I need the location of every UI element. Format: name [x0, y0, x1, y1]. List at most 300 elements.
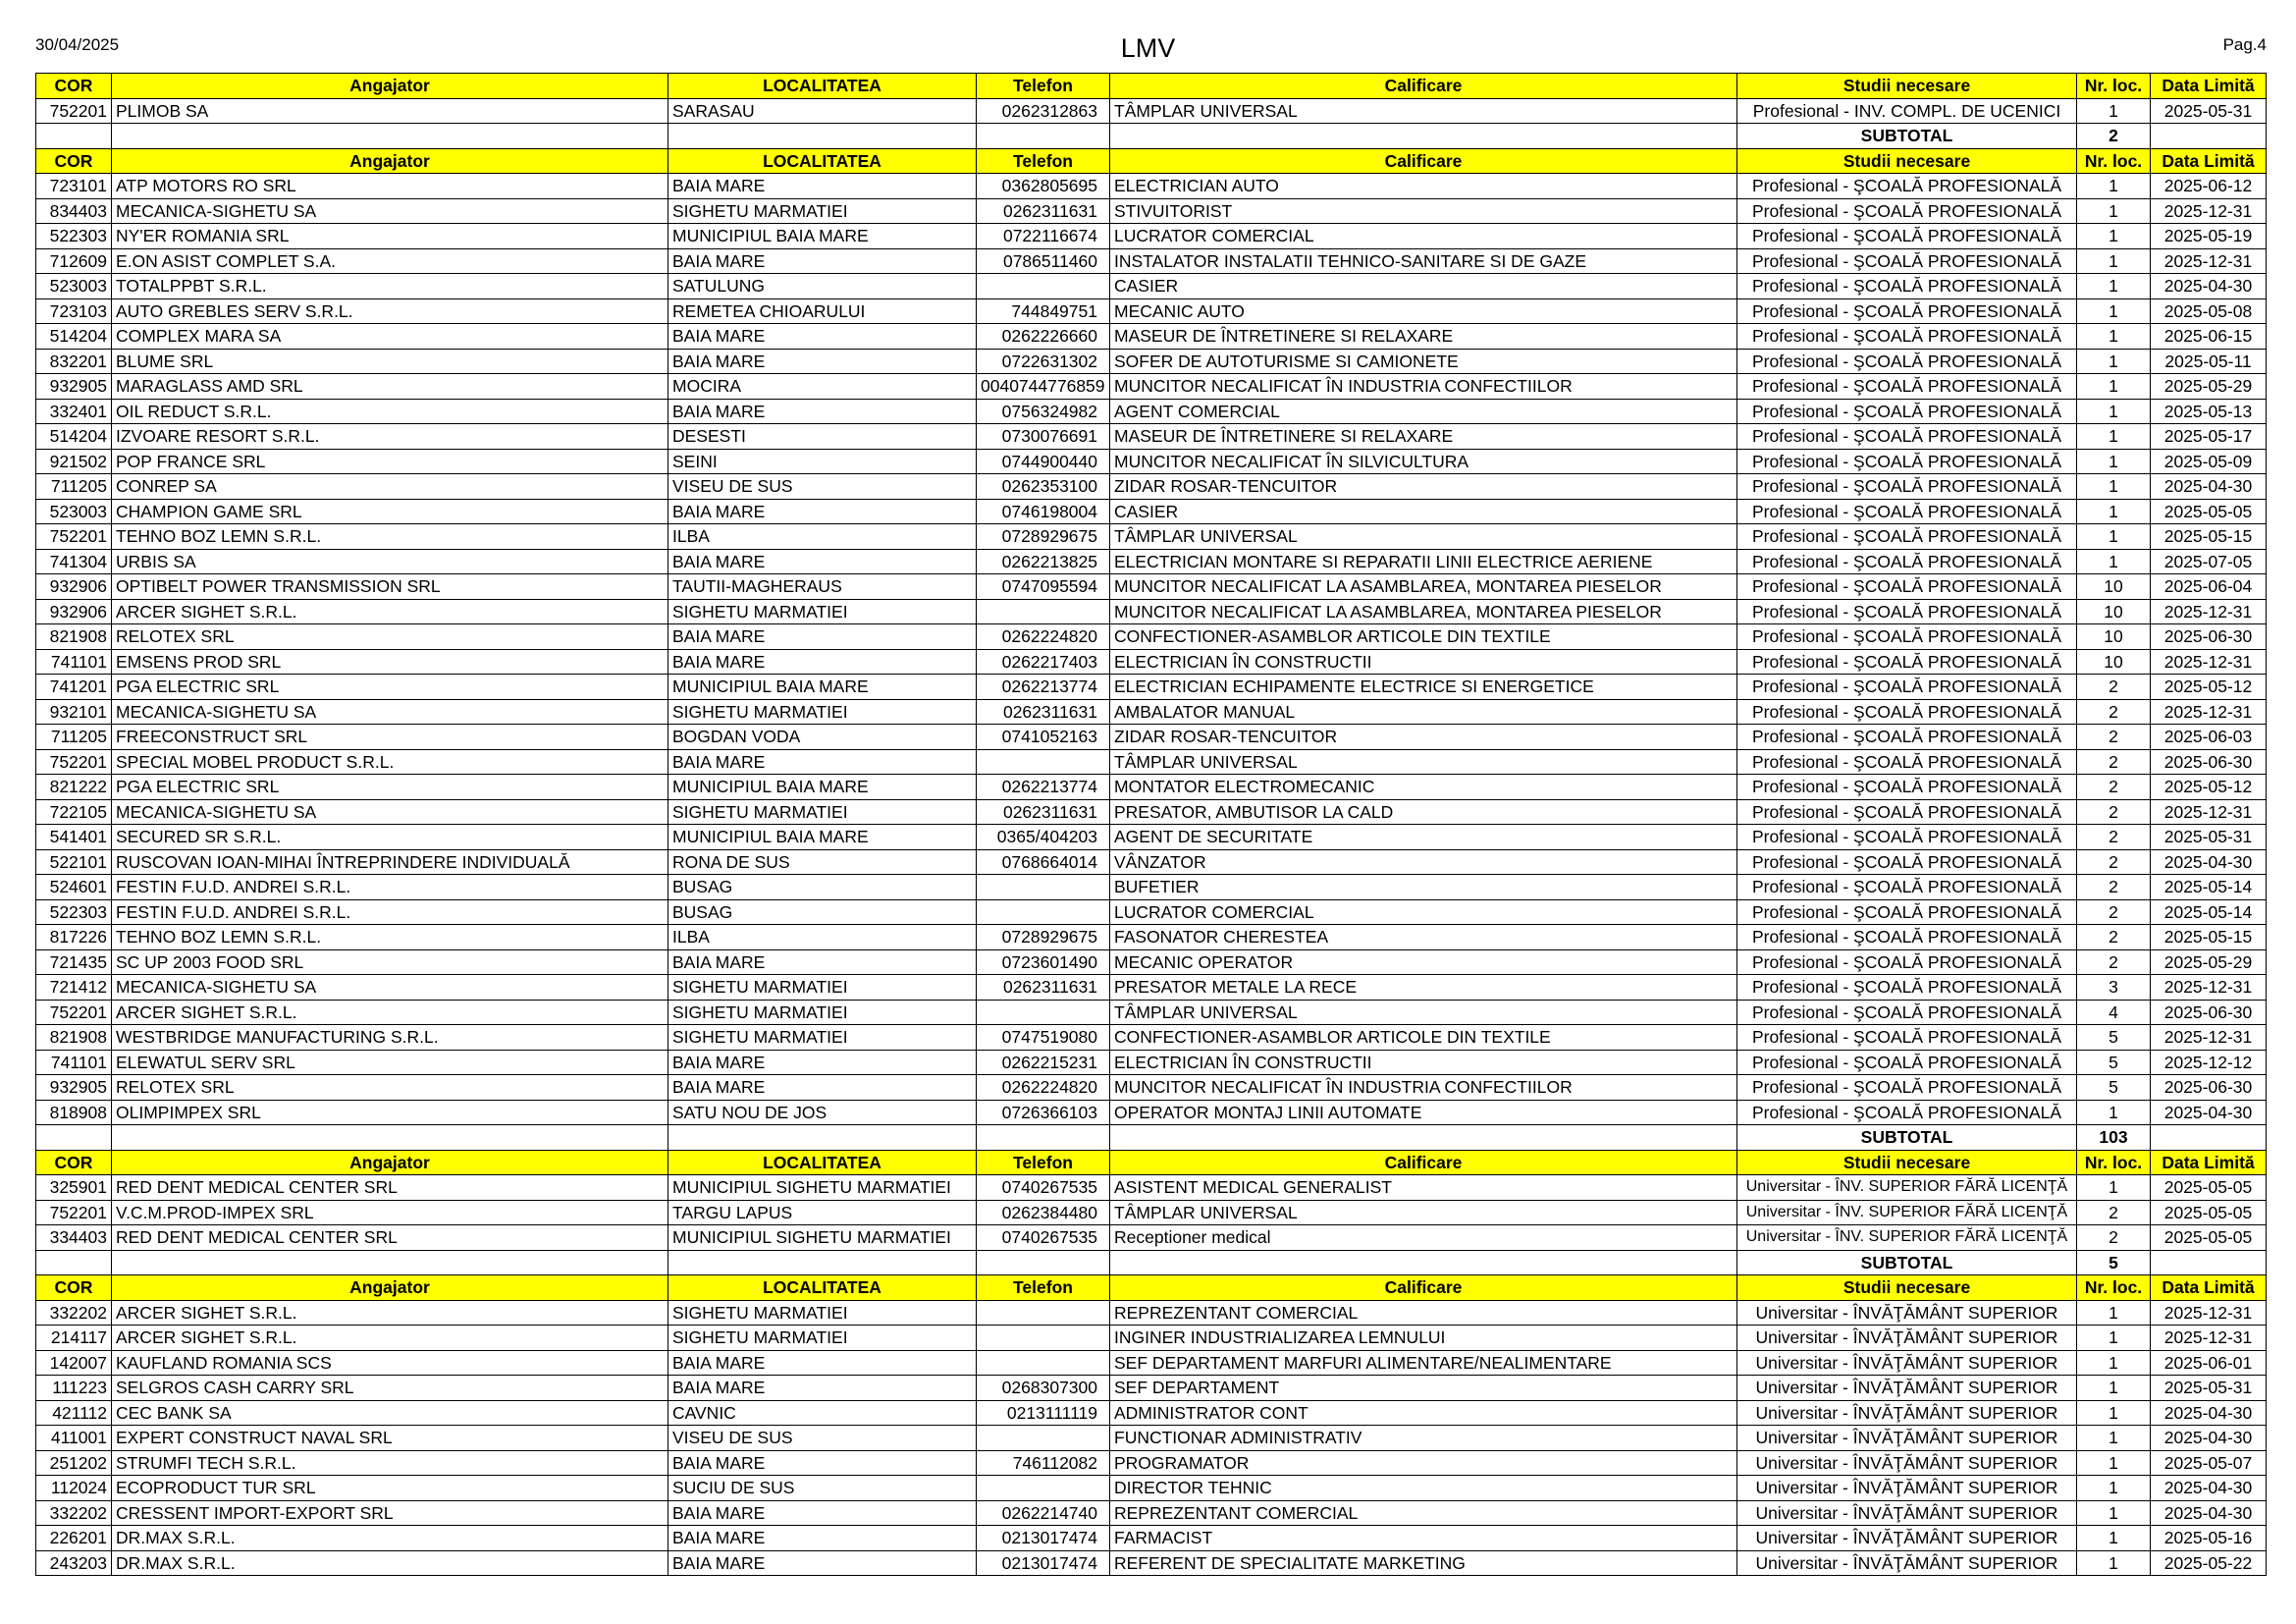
cell-nr-loc: 2 — [2077, 799, 2151, 825]
cell-angajator: ARCER SIGHET S.R.L. — [112, 1000, 668, 1025]
cell-telefon: 0262312863 — [977, 98, 1110, 124]
cell-studii: Profesional - ŞCOALĂ PROFESIONALĂ — [1737, 274, 2077, 299]
column-header-row — [36, 148, 2267, 174]
cell-cor: 712609 — [36, 248, 112, 274]
cell-telefon: 0365/404203 — [977, 825, 1110, 850]
cell-studii: Profesional - ŞCOALĂ PROFESIONALĂ — [1737, 599, 2077, 624]
table-row — [36, 324, 2267, 350]
cell-calificare: CONFECTIONER-ASAMBLOR ARTICOLE DIN TEXTILE — [1110, 1025, 1737, 1051]
cell-localitatea: SEINI — [668, 449, 977, 474]
cell-localitatea: BAIA MARE — [668, 549, 977, 574]
column-header-data-limita: Data Limită — [2151, 1150, 2267, 1175]
column-header-nr-loc: Nr. loc. — [2077, 1275, 2151, 1301]
cell-angajator: CONREP SA — [112, 474, 668, 500]
cell-data-limita: 2025-04-30 — [2151, 849, 2267, 875]
cell-angajator: RELOTEX SRL — [112, 1075, 668, 1101]
cell-nr-loc: 1 — [2077, 248, 2151, 274]
subtotal-label: SUBTOTAL — [1737, 124, 2077, 149]
cell-nr-loc: 1 — [2077, 524, 2151, 550]
cell-data-limita: 2025-12-31 — [2151, 649, 2267, 675]
cell-studii: Universitar - ÎNV. SUPERIOR FĂRĂ LICENŢĂ — [1737, 1175, 2077, 1201]
cell-calificare: TÂMPLAR UNIVERSAL — [1110, 98, 1737, 124]
cell-localitatea: SUCIU DE SUS — [668, 1476, 977, 1501]
cell-telefon: 0262224820 — [977, 624, 1110, 650]
table-row — [36, 599, 2267, 624]
cell-telefon: 0262224820 — [977, 1075, 1110, 1101]
cell-localitatea: CAVNIC — [668, 1400, 977, 1426]
cell-data-limita: 2025-04-30 — [2151, 274, 2267, 299]
cell-data-limita: 2025-05-22 — [2151, 1550, 2267, 1576]
cell-studii: Profesional - ŞCOALĂ PROFESIONALĂ — [1737, 1100, 2077, 1125]
empty-cell — [1110, 1125, 1737, 1151]
cell-angajator: COMPLEX MARA SA — [112, 324, 668, 350]
cell-cor: 722105 — [36, 799, 112, 825]
column-header-nr-loc: Nr. loc. — [2077, 148, 2151, 174]
cell-studii: Profesional - ŞCOALĂ PROFESIONALĂ — [1737, 1050, 2077, 1075]
table-row — [36, 1476, 2267, 1501]
cell-telefon: 0740267535 — [977, 1225, 1110, 1251]
table-row — [36, 825, 2267, 850]
cell-telefon: 0262213825 — [977, 549, 1110, 574]
cell-angajator: SELGROS CASH CARRY SRL — [112, 1376, 668, 1401]
cell-localitatea: BAIA MARE — [668, 749, 977, 775]
cell-calificare: LUCRATOR COMERCIAL — [1110, 899, 1737, 925]
cell-localitatea: ILBA — [668, 925, 977, 950]
cell-calificare: MECANIC AUTO — [1110, 298, 1737, 324]
cell-cor: 821908 — [36, 1025, 112, 1051]
cell-localitatea: BAIA MARE — [668, 1050, 977, 1075]
cell-localitatea: BAIA MARE — [668, 248, 977, 274]
cell-calificare: Receptioner medical — [1110, 1225, 1737, 1251]
cell-angajator: WESTBRIDGE MANUFACTURING S.R.L. — [112, 1025, 668, 1051]
cell-data-limita: 2025-06-01 — [2151, 1350, 2267, 1376]
cell-data-limita: 2025-05-15 — [2151, 925, 2267, 950]
cell-cor: 334403 — [36, 1225, 112, 1251]
column-header-studii: Studii necesare — [1737, 74, 2077, 99]
cell-angajator: FESTIN F.U.D. ANDREI S.R.L. — [112, 899, 668, 925]
cell-telefon: 746112082 — [977, 1450, 1110, 1476]
cell-angajator: RED DENT MEDICAL CENTER SRL — [112, 1225, 668, 1251]
table-row — [36, 624, 2267, 650]
table-row — [36, 174, 2267, 199]
cell-nr-loc: 5 — [2077, 1025, 2151, 1051]
cell-localitatea: BAIA MARE — [668, 399, 977, 424]
cell-localitatea: BAIA MARE — [668, 1075, 977, 1101]
cell-calificare: MONTATOR ELECTROMECANIC — [1110, 775, 1737, 800]
cell-calificare: ZIDAR ROSAR-TENCUITOR — [1110, 474, 1737, 500]
cell-cor: 332401 — [36, 399, 112, 424]
cell-data-limita: 2025-06-12 — [2151, 174, 2267, 199]
cell-localitatea: BAIA MARE — [668, 499, 977, 524]
cell-localitatea: SARASAU — [668, 98, 977, 124]
cell-studii: Profesional - ŞCOALĂ PROFESIONALĂ — [1737, 875, 2077, 900]
cell-cor: 332202 — [36, 1500, 112, 1526]
cell-angajator: ARCER SIGHET S.R.L. — [112, 1300, 668, 1326]
cell-nr-loc: 1 — [2077, 424, 2151, 450]
cell-calificare: MASEUR DE ÎNTRETINERE SI RELAXARE — [1110, 324, 1737, 350]
cell-telefon — [977, 1350, 1110, 1376]
cell-telefon: 0262311631 — [977, 198, 1110, 224]
cell-telefon: 0213017474 — [977, 1526, 1110, 1551]
table-row — [36, 274, 2267, 299]
cell-studii: Profesional - ŞCOALĂ PROFESIONALĂ — [1737, 799, 2077, 825]
cell-data-limita: 2025-05-05 — [2151, 1200, 2267, 1225]
cell-calificare: TÂMPLAR UNIVERSAL — [1110, 1200, 1737, 1225]
cell-calificare: ELECTRICIAN AUTO — [1110, 174, 1737, 199]
cell-cor: 721435 — [36, 949, 112, 975]
table-row — [36, 1450, 2267, 1476]
cell-cor: 752201 — [36, 1200, 112, 1225]
cell-localitatea: SIGHETU MARMATIEI — [668, 699, 977, 725]
cell-telefon: 0726366103 — [977, 1100, 1110, 1125]
cell-angajator: MECANICA-SIGHETU SA — [112, 699, 668, 725]
cell-angajator: PGA ELECTRIC SRL — [112, 675, 668, 700]
cell-cor: 723103 — [36, 298, 112, 324]
column-header-nr-loc: Nr. loc. — [2077, 1150, 2151, 1175]
table-row — [36, 198, 2267, 224]
cell-data-limita: 2025-04-30 — [2151, 1400, 2267, 1426]
cell-nr-loc: 1 — [2077, 274, 2151, 299]
table-row — [36, 799, 2267, 825]
cell-angajator: DR.MAX S.R.L. — [112, 1550, 668, 1576]
cell-nr-loc: 2 — [2077, 825, 2151, 850]
cell-nr-loc: 1 — [2077, 499, 2151, 524]
cell-angajator: RELOTEX SRL — [112, 624, 668, 650]
cell-data-limita: 2025-05-31 — [2151, 1376, 2267, 1401]
cell-calificare: ZIDAR ROSAR-TENCUITOR — [1110, 725, 1737, 750]
cell-studii: Profesional - ŞCOALĂ PROFESIONALĂ — [1737, 224, 2077, 249]
column-header-studii: Studii necesare — [1737, 1275, 2077, 1301]
cell-cor: 514204 — [36, 324, 112, 350]
cell-calificare: REPREZENTANT COMERCIAL — [1110, 1300, 1737, 1326]
cell-localitatea: SATU NOU DE JOS — [668, 1100, 977, 1125]
cell-data-limita: 2025-05-17 — [2151, 424, 2267, 450]
subtotal-label: SUBTOTAL — [1737, 1250, 2077, 1275]
cell-data-limita: 2025-12-31 — [2151, 699, 2267, 725]
empty-cell — [977, 1250, 1110, 1275]
empty-cell — [977, 124, 1110, 149]
cell-telefon: 0262311631 — [977, 699, 1110, 725]
cell-calificare: SEF DEPARTAMENT MARFURI ALIMENTARE/NEALIMENTARE — [1110, 1350, 1737, 1376]
table-row — [36, 224, 2267, 249]
cell-angajator: CHAMPION GAME SRL — [112, 499, 668, 524]
cell-cor: 832201 — [36, 349, 112, 374]
cell-nr-loc: 1 — [2077, 1526, 2151, 1551]
empty-cell — [36, 1125, 112, 1151]
cell-telefon: 0262213774 — [977, 675, 1110, 700]
cell-nr-loc: 2 — [2077, 1200, 2151, 1225]
column-header-angajator: Angajator — [112, 1275, 668, 1301]
cell-nr-loc: 2 — [2077, 725, 2151, 750]
cell-nr-loc: 1 — [2077, 1450, 2151, 1476]
cell-studii: Profesional - ŞCOALĂ PROFESIONALĂ — [1737, 1075, 2077, 1101]
cell-data-limita: 2025-05-29 — [2151, 949, 2267, 975]
column-header-telefon: Telefon — [977, 74, 1110, 99]
table-row — [36, 549, 2267, 574]
cell-cor: 524601 — [36, 875, 112, 900]
table-row — [36, 298, 2267, 324]
cell-data-limita: 2025-12-31 — [2151, 799, 2267, 825]
cell-localitatea: BUSAG — [668, 875, 977, 900]
subtotal-value: 2 — [2077, 124, 2151, 149]
report-date: 30/04/2025 — [35, 35, 120, 54]
cell-studii: Profesional - ŞCOALĂ PROFESIONALĂ — [1737, 198, 2077, 224]
cell-telefon: 0722116674 — [977, 224, 1110, 249]
cell-localitatea: MUNICIPIUL BAIA MARE — [668, 224, 977, 249]
cell-cor: 741304 — [36, 549, 112, 574]
cell-studii: Profesional - ŞCOALĂ PROFESIONALĂ — [1737, 449, 2077, 474]
cell-cor: 834403 — [36, 198, 112, 224]
cell-nr-loc: 1 — [2077, 399, 2151, 424]
cell-calificare: FASONATOR CHERESTEA — [1110, 925, 1737, 950]
cell-data-limita: 2025-12-31 — [2151, 599, 2267, 624]
cell-telefon: 0040744776859 — [977, 374, 1110, 400]
cell-localitatea: BAIA MARE — [668, 1500, 977, 1526]
cell-telefon: 0730076691 — [977, 424, 1110, 450]
cell-studii: Universitar - ÎNVĂŢĂMÂNT SUPERIOR — [1737, 1476, 2077, 1501]
cell-studii: Profesional - ŞCOALĂ PROFESIONALĂ — [1737, 549, 2077, 574]
cell-calificare: ASISTENT MEDICAL GENERALIST — [1110, 1175, 1737, 1201]
cell-telefon: 0262215231 — [977, 1050, 1110, 1075]
cell-cor: 112024 — [36, 1476, 112, 1501]
cell-calificare: CONFECTIONER-ASAMBLOR ARTICOLE DIN TEXTILE — [1110, 624, 1737, 650]
cell-localitatea: BAIA MARE — [668, 624, 977, 650]
cell-angajator: AUTO GREBLES SERV S.R.L. — [112, 298, 668, 324]
table-row — [36, 675, 2267, 700]
cell-localitatea: BAIA MARE — [668, 1376, 977, 1401]
cell-nr-loc: 2 — [2077, 775, 2151, 800]
cell-telefon — [977, 899, 1110, 925]
cell-calificare: MECANIC OPERATOR — [1110, 949, 1737, 975]
cell-nr-loc: 2 — [2077, 849, 2151, 875]
cell-data-limita: 2025-05-05 — [2151, 1175, 2267, 1201]
empty-cell — [112, 124, 668, 149]
cell-cor: 411001 — [36, 1426, 112, 1451]
cell-studii: Profesional - ŞCOALĂ PROFESIONALĂ — [1737, 675, 2077, 700]
cell-cor: 752201 — [36, 1000, 112, 1025]
cell-nr-loc: 1 — [2077, 1100, 2151, 1125]
table-row — [36, 1200, 2267, 1225]
cell-angajator: V.C.M.PROD-IMPEX SRL — [112, 1200, 668, 1225]
cell-telefon: 0213017474 — [977, 1550, 1110, 1576]
cell-data-limita: 2025-06-30 — [2151, 749, 2267, 775]
cell-angajator: NY'ER ROMANIA SRL — [112, 224, 668, 249]
cell-calificare: OPERATOR MONTAJ LINII AUTOMATE — [1110, 1100, 1737, 1125]
subtotal-value: 103 — [2077, 1125, 2151, 1151]
cell-calificare: STIVUITORIST — [1110, 198, 1737, 224]
table-row — [36, 574, 2267, 600]
cell-localitatea: BAIA MARE — [668, 174, 977, 199]
cell-data-limita: 2025-12-31 — [2151, 1326, 2267, 1351]
cell-nr-loc: 1 — [2077, 174, 2151, 199]
table-row — [36, 248, 2267, 274]
cell-calificare: PROGRAMATOR — [1110, 1450, 1737, 1476]
cell-cor: 818908 — [36, 1100, 112, 1125]
cell-angajator: CEC BANK SA — [112, 1400, 668, 1426]
cell-telefon: 0262213774 — [977, 775, 1110, 800]
cell-calificare: INSTALATOR INSTALATII TEHNICO-SANITARE SI DE GAZE — [1110, 248, 1737, 274]
column-header-localitatea: LOCALITATEA — [668, 74, 977, 99]
cell-angajator: IZVOARE RESORT S.R.L. — [112, 424, 668, 450]
cell-cor: 817226 — [36, 925, 112, 950]
cell-cor: 821908 — [36, 624, 112, 650]
table-row — [36, 374, 2267, 400]
cell-nr-loc: 1 — [2077, 1300, 2151, 1326]
cell-studii: Universitar - ÎNVĂŢĂMÂNT SUPERIOR — [1737, 1350, 2077, 1376]
cell-nr-loc: 1 — [2077, 549, 2151, 574]
cell-nr-loc: 10 — [2077, 624, 2151, 650]
cell-studii: Profesional - ŞCOALĂ PROFESIONALĂ — [1737, 975, 2077, 1001]
cell-cor: 932906 — [36, 599, 112, 624]
cell-cor: 741101 — [36, 649, 112, 675]
cell-telefon — [977, 1326, 1110, 1351]
cell-telefon: 0262311631 — [977, 975, 1110, 1001]
cell-localitatea: MUNICIPIUL SIGHETU MARMATIEI — [668, 1225, 977, 1251]
cell-nr-loc: 1 — [2077, 224, 2151, 249]
empty-cell — [36, 1250, 112, 1275]
cell-data-limita: 2025-05-12 — [2151, 675, 2267, 700]
cell-cor: 332202 — [36, 1300, 112, 1326]
cell-calificare: MUNCITOR NECALIFICAT ÎN SILVICULTURA — [1110, 449, 1737, 474]
cell-studii: Profesional - ŞCOALĂ PROFESIONALĂ — [1737, 298, 2077, 324]
cell-angajator: MECANICA-SIGHETU SA — [112, 198, 668, 224]
cell-angajator: DR.MAX S.R.L. — [112, 1526, 668, 1551]
column-header-cor: COR — [36, 74, 112, 99]
cell-nr-loc: 2 — [2077, 749, 2151, 775]
cell-cor: 541401 — [36, 825, 112, 850]
column-header-data-limita: Data Limită — [2151, 1275, 2267, 1301]
cell-cor: 421112 — [36, 1400, 112, 1426]
cell-angajator: SC UP 2003 FOOD SRL — [112, 949, 668, 975]
cell-telefon: 0268307300 — [977, 1376, 1110, 1401]
cell-nr-loc: 2 — [2077, 949, 2151, 975]
column-header-cor: COR — [36, 1150, 112, 1175]
cell-nr-loc: 1 — [2077, 1550, 2151, 1576]
cell-localitatea: SIGHETU MARMATIEI — [668, 1025, 977, 1051]
cell-calificare: ELECTRICIAN ÎN CONSTRUCTII — [1110, 649, 1737, 675]
table-row — [36, 1050, 2267, 1075]
table-row — [36, 975, 2267, 1001]
cell-telefon — [977, 1426, 1110, 1451]
subtotal-row — [36, 1125, 2267, 1151]
cell-telefon — [977, 749, 1110, 775]
cell-calificare: MUNCITOR NECALIFICAT LA ASAMBLAREA, MONTAREA PIESELOR — [1110, 574, 1737, 600]
cell-telefon: 0262226660 — [977, 324, 1110, 350]
cell-calificare: ELECTRICIAN MONTARE SI REPARATII LINII ELECTRICE AERIENE — [1110, 549, 1737, 574]
column-header-telefon: Telefon — [977, 1275, 1110, 1301]
empty-cell — [1110, 124, 1737, 149]
cell-studii: Profesional - ŞCOALĂ PROFESIONALĂ — [1737, 374, 2077, 400]
cell-localitatea: TARGU LAPUS — [668, 1200, 977, 1225]
cell-cor: 921502 — [36, 449, 112, 474]
cell-cor: 932906 — [36, 574, 112, 600]
cell-angajator: TEHNO BOZ LEMN S.R.L. — [112, 925, 668, 950]
cell-calificare: ELECTRICIAN ECHIPAMENTE ELECTRICE SI ENERGETICE — [1110, 675, 1737, 700]
table-row — [36, 1350, 2267, 1376]
cell-telefon: 0262214740 — [977, 1500, 1110, 1526]
cell-localitatea: ILBA — [668, 524, 977, 550]
table-row — [36, 474, 2267, 500]
cell-data-limita: 2025-06-15 — [2151, 324, 2267, 350]
subtotal-label: SUBTOTAL — [1737, 1125, 2077, 1151]
cell-telefon: 0756324982 — [977, 399, 1110, 424]
column-header-data-limita: Data Limită — [2151, 74, 2267, 99]
column-header-localitatea: LOCALITATEA — [668, 1275, 977, 1301]
cell-angajator: URBIS SA — [112, 549, 668, 574]
cell-data-limita: 2025-05-31 — [2151, 98, 2267, 124]
cell-calificare: MUNCITOR NECALIFICAT LA ASAMBLAREA, MONTAREA PIESELOR — [1110, 599, 1737, 624]
cell-nr-loc: 1 — [2077, 1175, 2151, 1201]
cell-nr-loc: 1 — [2077, 1350, 2151, 1376]
cell-studii: Universitar - ÎNVĂŢĂMÂNT SUPERIOR — [1737, 1450, 2077, 1476]
cell-data-limita: 2025-12-31 — [2151, 975, 2267, 1001]
table-row — [36, 849, 2267, 875]
cell-studii: Profesional - ŞCOALĂ PROFESIONALĂ — [1737, 825, 2077, 850]
cell-localitatea: SIGHETU MARMATIEI — [668, 975, 977, 1001]
cell-cor: 523003 — [36, 274, 112, 299]
column-header-angajator: Angajator — [112, 74, 668, 99]
cell-nr-loc: 10 — [2077, 574, 2151, 600]
cell-angajator: MECANICA-SIGHETU SA — [112, 975, 668, 1001]
cell-studii: Profesional - INV. COMPL. DE UCENICI — [1737, 98, 2077, 124]
cell-nr-loc: 1 — [2077, 474, 2151, 500]
cell-telefon: 0768664014 — [977, 849, 1110, 875]
table-row — [36, 1326, 2267, 1351]
cell-angajator: RUSCOVAN IOAN-MIHAI ÎNTREPRINDERE INDIVIDUALĂ — [112, 849, 668, 875]
column-header-calificare: Calificare — [1110, 148, 1737, 174]
cell-data-limita: 2025-05-07 — [2151, 1450, 2267, 1476]
cell-cor: 226201 — [36, 1526, 112, 1551]
cell-localitatea: SIGHETU MARMATIEI — [668, 799, 977, 825]
cell-cor: 523003 — [36, 499, 112, 524]
column-header-cor: COR — [36, 148, 112, 174]
cell-data-limita: 2025-12-12 — [2151, 1050, 2267, 1075]
empty-cell — [112, 1250, 668, 1275]
table-row — [36, 524, 2267, 550]
cell-cor: 522101 — [36, 849, 112, 875]
cell-cor: 723101 — [36, 174, 112, 199]
table-row — [36, 499, 2267, 524]
cell-data-limita: 2025-06-30 — [2151, 1075, 2267, 1101]
cell-localitatea: REMETEA CHIOARULUI — [668, 298, 977, 324]
cell-calificare: TÂMPLAR UNIVERSAL — [1110, 1000, 1737, 1025]
cell-telefon: 0746198004 — [977, 499, 1110, 524]
cell-data-limita: 2025-06-30 — [2151, 1000, 2267, 1025]
cell-localitatea: MUNICIPIUL BAIA MARE — [668, 675, 977, 700]
cell-cor: 752201 — [36, 524, 112, 550]
cell-localitatea: MUNICIPIUL BAIA MARE — [668, 775, 977, 800]
cell-localitatea: BAIA MARE — [668, 1550, 977, 1576]
cell-angajator: EMSENS PROD SRL — [112, 649, 668, 675]
cell-angajator: SPECIAL MOBEL PRODUCT S.R.L. — [112, 749, 668, 775]
cell-cor: 514204 — [36, 424, 112, 450]
column-header-nr-loc: Nr. loc. — [2077, 74, 2151, 99]
cell-nr-loc: 1 — [2077, 374, 2151, 400]
table-row — [36, 1025, 2267, 1051]
cell-studii: Profesional - ŞCOALĂ PROFESIONALĂ — [1737, 749, 2077, 775]
cell-nr-loc: 2 — [2077, 875, 2151, 900]
cell-telefon: 0741052163 — [977, 725, 1110, 750]
cell-studii: Universitar - ÎNVĂŢĂMÂNT SUPERIOR — [1737, 1426, 2077, 1451]
cell-angajator: MECANICA-SIGHETU SA — [112, 799, 668, 825]
cell-data-limita: 2025-05-19 — [2151, 224, 2267, 249]
column-header-calificare: Calificare — [1110, 1275, 1737, 1301]
cell-nr-loc: 1 — [2077, 1376, 2151, 1401]
table-row — [36, 749, 2267, 775]
cell-localitatea: RONA DE SUS — [668, 849, 977, 875]
table-row — [36, 1426, 2267, 1451]
subtotal-row — [36, 124, 2267, 149]
